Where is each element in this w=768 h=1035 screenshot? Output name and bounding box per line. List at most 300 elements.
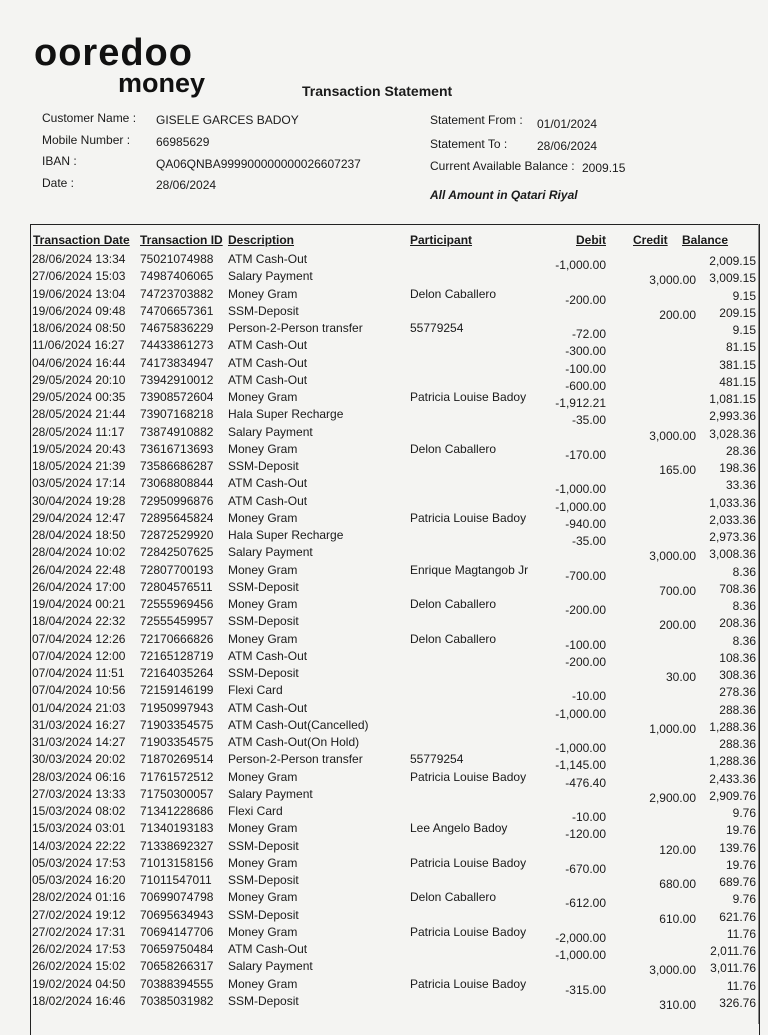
cell-description: SSM-Deposit xyxy=(228,993,299,1008)
cell-date: 27/06/2024 15:03 xyxy=(32,269,126,284)
cell-balance: 278.36 xyxy=(719,685,756,700)
cell-balance: 2,009.15 xyxy=(709,254,756,268)
cell-credit: 120.00 xyxy=(659,842,696,857)
cell-description: Money Gram xyxy=(228,924,298,939)
cell-balance: 33.36 xyxy=(725,478,756,493)
statement-to-label: Statement To : xyxy=(430,137,508,151)
cell-participant: Patricia Louise Badoy xyxy=(410,390,527,404)
cell-balance: 481.15 xyxy=(719,374,756,389)
cell-balance: 1,033.36 xyxy=(709,495,756,510)
cell-description: ATM Cash-Out(Cancelled) xyxy=(228,717,369,732)
cell-transaction-id: 72872529920 xyxy=(140,528,214,542)
cell-description: SSM-Deposit xyxy=(228,666,299,680)
cell-description: Flexi Card xyxy=(228,804,283,818)
table-row xyxy=(32,320,758,341)
cell-balance: 209.15 xyxy=(719,305,756,320)
cell-balance: 621.76 xyxy=(719,909,756,924)
scan-edge-line xyxy=(758,224,759,1024)
cell-transaction-id: 71338692327 xyxy=(140,838,214,853)
table-row xyxy=(32,700,758,721)
cell-transaction-id: 70659750484 xyxy=(140,942,214,956)
cell-date: 26/04/2024 17:00 xyxy=(32,579,126,594)
table-row xyxy=(32,958,758,978)
cell-description: Money Gram xyxy=(228,390,298,404)
cell-balance: 19.76 xyxy=(725,857,756,872)
currency-note: All Amount in Qatari Riyal xyxy=(430,188,578,202)
cell-credit: 1,000.00 xyxy=(649,721,696,736)
cell-transaction-id: 72555459957 xyxy=(140,614,214,629)
cell-participant: Delon Caballero xyxy=(410,441,497,456)
cell-participant: 55779254 xyxy=(410,752,464,767)
cell-balance: 11.76 xyxy=(726,926,756,941)
cell-description: Salary Payment xyxy=(228,424,313,439)
cell-participant: Enrique Magtangob Jr xyxy=(410,562,529,577)
cell-date: 19/04/2024 00:21 xyxy=(32,597,126,611)
table-row xyxy=(32,527,758,548)
cell-date: 28/04/2024 10:02 xyxy=(32,545,126,560)
cell-balance: 2,993.36 xyxy=(709,409,756,424)
cell-description: ATM Cash-Out(On Hold) xyxy=(228,735,360,749)
cell-debit: -612.00 xyxy=(565,896,606,911)
header-transaction-date: Transaction Date xyxy=(33,233,130,247)
cell-description: Salary Payment xyxy=(228,959,313,974)
cell-balance: 3,011.76 xyxy=(710,961,756,976)
cell-debit: -1,145.00 xyxy=(555,758,606,773)
cell-date: 18/04/2024 22:32 xyxy=(32,614,126,629)
cell-date: 18/02/2024 16:46 xyxy=(32,993,126,1008)
cell-transaction-id: 70694147706 xyxy=(140,924,214,939)
cell-date: 11/06/2024 16:27 xyxy=(32,338,125,353)
cell-transaction-id: 72895645824 xyxy=(140,510,214,525)
table-row xyxy=(32,734,758,755)
cell-debit: -1,000.00 xyxy=(555,499,606,514)
cell-transaction-id: 74675836229 xyxy=(140,321,214,335)
cell-balance: 2,433.36 xyxy=(709,771,756,786)
cell-description: ATM Cash-Out xyxy=(228,252,308,266)
cell-transaction-id: 71903354575 xyxy=(140,717,214,732)
cell-participant: 55779254 xyxy=(410,321,464,335)
cell-date: 07/04/2024 12:00 xyxy=(32,648,126,663)
statement-from-value: 01/01/2024 xyxy=(537,117,598,131)
cell-balance: 19.76 xyxy=(725,823,756,838)
cell-date: 29/04/2024 12:47 xyxy=(32,510,126,525)
cell-date: 29/05/2024 00:35 xyxy=(32,390,126,404)
cell-description: ATM Cash-Out xyxy=(228,355,308,370)
cell-date: 28/02/2024 01:16 xyxy=(32,890,126,905)
cell-description: Money Gram xyxy=(228,631,298,646)
cell-description: SSM-Deposit xyxy=(228,459,299,473)
cell-date: 15/03/2024 08:02 xyxy=(32,804,126,818)
cell-credit: 610.00 xyxy=(659,911,696,926)
cell-transaction-id: 72555969456 xyxy=(140,597,214,611)
cell-balance: 11.76 xyxy=(726,978,756,993)
date-label: Date : xyxy=(42,176,75,190)
cell-date: 28/05/2024 21:44 xyxy=(32,407,126,422)
cell-description: ATM Cash-Out xyxy=(228,338,308,353)
table-row xyxy=(32,648,758,669)
cell-transaction-id: 73942910012 xyxy=(140,372,214,387)
cell-debit: -300.00 xyxy=(565,344,606,359)
cell-transaction-id: 74987406065 xyxy=(140,269,214,284)
table-row xyxy=(32,458,758,475)
cell-credit: 30.00 xyxy=(665,670,696,684)
table-row xyxy=(32,475,758,497)
table-row xyxy=(32,872,758,889)
cell-description: SSM-Deposit xyxy=(228,873,299,887)
cell-debit: -1,000.00 xyxy=(555,482,606,497)
cell-balance: 2,909.76 xyxy=(709,788,756,803)
cell-transaction-id: 71011547011 xyxy=(140,873,212,887)
cell-balance: 2,033.36 xyxy=(709,512,756,527)
cell-debit: -200.00 xyxy=(565,654,606,669)
cell-transaction-id: 73874910882 xyxy=(140,424,214,439)
cell-debit: -1,000.00 xyxy=(555,948,606,962)
cell-description: ATM Cash-Out xyxy=(228,700,308,715)
cell-date: 04/06/2024 16:44 xyxy=(32,355,126,370)
header-transaction-id: Transaction ID xyxy=(140,233,223,247)
cell-credit: 3,000.00 xyxy=(649,963,696,978)
cell-description: SSM-Deposit xyxy=(228,907,299,922)
cell-date: 26/04/2024 22:48 xyxy=(32,562,126,577)
page-title: Transaction Statement xyxy=(302,83,453,99)
brand-wordmark: ooredoo xyxy=(34,32,193,74)
cell-debit: -600.00 xyxy=(565,378,606,393)
cell-date: 28/06/2024 13:34 xyxy=(32,252,126,266)
cell-description: ATM Cash-Out xyxy=(228,476,308,491)
cell-transaction-id: 74433861273 xyxy=(140,338,214,353)
cell-debit: -200.00 xyxy=(565,603,606,617)
cell-transaction-id: 73586686287 xyxy=(140,459,214,473)
cell-balance: 3,028.36 xyxy=(709,426,756,441)
iban-value: QA06QNBA999900000000026607237 xyxy=(156,157,361,171)
cell-debit: -10.00 xyxy=(571,689,606,704)
iban-label: IBAN : xyxy=(42,154,77,168)
cell-transaction-id: 70385031982 xyxy=(140,993,214,1008)
cell-participant: Patricia Louise Badoy xyxy=(410,976,527,991)
cell-balance: 8.36 xyxy=(732,633,756,648)
cell-balance: 9.76 xyxy=(732,892,756,907)
cell-date: 18/05/2024 21:39 xyxy=(32,459,126,473)
cell-credit: 2,900.00 xyxy=(649,790,696,805)
cell-balance: 708.36 xyxy=(719,581,756,596)
table-row xyxy=(32,924,758,945)
cell-debit: -315.00 xyxy=(565,982,606,997)
cell-transaction-id: 71870269514 xyxy=(140,752,214,767)
cell-transaction-id: 73068808844 xyxy=(140,476,214,491)
table-row xyxy=(32,562,758,583)
table-row xyxy=(32,355,758,376)
cell-debit: -670.00 xyxy=(565,861,606,876)
cell-transaction-id: 71750300057 xyxy=(140,786,214,801)
table-row xyxy=(32,889,758,911)
table-row xyxy=(32,337,758,359)
cell-participant: Patricia Louise Badoy xyxy=(410,769,527,784)
cell-debit: -120.00 xyxy=(565,827,606,842)
cell-balance: 198.36 xyxy=(719,461,756,475)
table-row xyxy=(32,976,758,997)
cell-participant: Delon Caballero xyxy=(410,286,497,301)
table-row xyxy=(32,268,758,288)
header-balance: Balance xyxy=(682,233,729,247)
table-row xyxy=(32,717,758,734)
header-debit: Debit xyxy=(576,233,606,247)
cell-credit: 680.00 xyxy=(659,877,696,891)
cell-description: Money Gram xyxy=(228,976,298,991)
table-row xyxy=(32,993,758,1010)
cell-balance: 1,288.36 xyxy=(709,754,756,769)
cell-date: 27/02/2024 19:12 xyxy=(32,907,126,922)
cell-transaction-id: 71950997943 xyxy=(140,700,214,715)
cell-date: 07/04/2024 10:56 xyxy=(32,683,126,698)
cell-date: 07/04/2024 12:26 xyxy=(32,631,126,646)
cell-credit: 165.00 xyxy=(659,463,696,477)
cell-date: 30/03/2024 20:02 xyxy=(32,752,126,767)
cell-date: 07/04/2024 11:51 xyxy=(32,666,125,680)
customer-name-label: Customer Name : xyxy=(42,111,137,125)
cell-balance: 3,009.15 xyxy=(709,271,756,286)
cell-date: 19/05/2024 20:43 xyxy=(32,441,126,456)
cell-debit: -100.00 xyxy=(565,361,606,376)
cell-date: 27/03/2024 13:33 xyxy=(32,786,126,801)
cell-transaction-id: 72165128719 xyxy=(140,648,214,663)
cell-transaction-id: 70658266317 xyxy=(140,959,214,974)
cell-date: 31/03/2024 14:27 xyxy=(32,735,126,749)
cell-date: 03/05/2024 17:14 xyxy=(32,476,126,491)
cell-transaction-id: 70695634943 xyxy=(140,907,214,922)
cell-description: Salary Payment xyxy=(228,545,313,560)
cell-balance: 108.36 xyxy=(719,650,756,665)
cell-date: 31/03/2024 16:27 xyxy=(32,717,126,732)
cell-debit: -940.00 xyxy=(565,516,606,531)
cell-date: 05/03/2024 16:20 xyxy=(32,873,126,887)
cell-credit: 3,000.00 xyxy=(649,273,696,288)
cell-date: 27/02/2024 17:31 xyxy=(32,924,126,939)
table-row xyxy=(32,544,758,564)
cell-description: Money Gram xyxy=(228,597,298,611)
balance-label: Current Available Balance : xyxy=(430,159,575,173)
cell-debit: -10.00 xyxy=(571,810,606,824)
cell-transaction-id: 72170666826 xyxy=(140,631,214,646)
cell-transaction-id: 71341228686 xyxy=(140,804,214,818)
cell-balance: 2,973.36 xyxy=(709,530,756,544)
cell-description: SSM-Deposit xyxy=(228,838,299,853)
table-row xyxy=(32,596,758,617)
cell-balance: 208.36 xyxy=(719,616,756,631)
table-row xyxy=(32,786,758,803)
cell-description: Money Gram xyxy=(228,286,298,301)
cell-debit: -35.00 xyxy=(571,413,606,428)
cell-debit: -1,000.00 xyxy=(555,706,606,721)
cell-date: 28/03/2024 06:16 xyxy=(32,769,126,784)
cell-description: SSM-Deposit xyxy=(228,579,299,594)
cell-debit: -700.00 xyxy=(565,568,606,583)
cell-description: Money Gram xyxy=(228,510,298,525)
cell-participant: Delon Caballero xyxy=(410,631,497,646)
customer-name-value: GISELE GARCES BADOY xyxy=(156,113,299,127)
cell-date: 26/02/2024 15:02 xyxy=(32,959,126,974)
cell-date: 28/04/2024 18:50 xyxy=(32,528,126,542)
cell-transaction-id: 72807700193 xyxy=(140,562,214,577)
table-row xyxy=(32,665,758,682)
cell-balance: 139.76 xyxy=(719,840,756,855)
cell-debit: -100.00 xyxy=(565,637,606,652)
product-wordmark: money xyxy=(118,68,206,98)
cell-transaction-id: 71013158156 xyxy=(140,855,214,870)
table-row xyxy=(32,579,758,596)
cell-transaction-id: 71340193183 xyxy=(140,821,214,836)
table-row xyxy=(32,510,758,531)
cell-transaction-id: 73616713693 xyxy=(140,441,214,456)
table-row xyxy=(32,769,758,790)
cell-description: Money Gram xyxy=(228,769,298,784)
cell-transaction-id: 75021074988 xyxy=(140,252,214,266)
cell-balance: 288.36 xyxy=(719,702,756,717)
cell-description: Money Gram xyxy=(228,890,298,905)
mobile-label: Mobile Number : xyxy=(42,133,131,147)
table-row xyxy=(32,803,758,824)
cell-date: 18/06/2024 08:50 xyxy=(32,321,126,335)
table-row xyxy=(32,682,758,704)
table-row xyxy=(32,424,758,441)
cell-participant: Delon Caballero xyxy=(410,890,497,905)
table-row xyxy=(32,907,758,924)
cell-description: ATM Cash-Out xyxy=(228,372,308,387)
cell-date: 01/04/2024 21:03 xyxy=(32,700,126,715)
cell-transaction-id: 74706657361 xyxy=(140,303,214,318)
cell-description: Person-2-Person transfer xyxy=(228,752,363,767)
cell-balance: 8.36 xyxy=(732,599,756,613)
cell-credit: 200.00 xyxy=(659,307,696,322)
cell-description: Money Gram xyxy=(228,855,298,870)
cell-debit: -170.00 xyxy=(565,447,606,462)
table-row xyxy=(32,406,758,428)
cell-date: 15/03/2024 03:01 xyxy=(32,821,126,836)
cell-transaction-id: 72950996876 xyxy=(140,493,214,508)
cell-transaction-id: 71903354575 xyxy=(140,735,214,749)
cell-credit: 700.00 xyxy=(659,583,696,598)
cell-transaction-id: 74173834947 xyxy=(140,355,214,370)
table-row xyxy=(32,251,758,272)
cell-balance: 308.36 xyxy=(719,668,756,682)
table-row xyxy=(32,286,758,307)
cell-balance: 326.76 xyxy=(719,995,756,1010)
cell-description: Flexi Card xyxy=(228,683,283,698)
cell-date: 19/06/2024 13:04 xyxy=(32,286,126,301)
cell-transaction-id: 73908572604 xyxy=(140,390,214,404)
table-row xyxy=(32,493,758,514)
cell-description: Money Gram xyxy=(228,441,298,456)
cell-description: ATM Cash-Out xyxy=(228,648,308,663)
balance-value: 2009.15 xyxy=(582,161,626,175)
cell-transaction-id: 70699074798 xyxy=(140,890,214,905)
cell-participant: Patricia Louise Badoy xyxy=(410,510,527,525)
cell-description: ATM Cash-Out xyxy=(228,493,308,508)
cell-balance: 28.36 xyxy=(725,443,756,458)
cell-credit: 310.00 xyxy=(659,997,696,1012)
cell-balance: 9.15 xyxy=(732,323,756,337)
cell-date: 28/05/2024 11:17 xyxy=(32,424,125,439)
cell-participant: Patricia Louise Badoy xyxy=(410,924,527,939)
cell-description: Hala Super Recharge xyxy=(228,528,344,542)
cell-transaction-id: 73907168218 xyxy=(140,407,214,422)
cell-debit: -72.00 xyxy=(571,327,606,341)
header-participant: Participant xyxy=(410,233,473,247)
cell-participant: Patricia Louise Badoy xyxy=(410,855,527,870)
table-row xyxy=(32,820,758,842)
cell-description: Salary Payment xyxy=(228,786,313,801)
date-value: 28/06/2024 xyxy=(156,178,217,192)
header-credit: Credit xyxy=(633,233,668,247)
cell-transaction-id: 72842507625 xyxy=(140,545,214,560)
cell-description: SSM-Deposit xyxy=(228,614,299,629)
table-row xyxy=(32,941,758,962)
cell-debit: -1,912.21 xyxy=(555,396,606,410)
cell-date: 30/04/2024 19:28 xyxy=(32,493,126,508)
cell-balance: 8.36 xyxy=(732,564,756,579)
cell-participant: Lee Angelo Badoy xyxy=(410,821,508,836)
cell-date: 19/06/2024 09:48 xyxy=(32,303,126,318)
cell-debit: -1,000.00 xyxy=(555,741,606,755)
cell-balance: 381.15 xyxy=(719,357,756,372)
table-row xyxy=(32,389,758,410)
cell-transaction-id: 71761572512 xyxy=(140,769,214,784)
cell-debit: -35.00 xyxy=(571,534,606,548)
mobile-value: 66985629 xyxy=(156,135,210,149)
cell-date: 19/02/2024 04:50 xyxy=(32,976,126,991)
statement-to-value: 28/06/2024 xyxy=(537,139,598,153)
cell-balance: 3,008.36 xyxy=(709,547,756,562)
table-row xyxy=(32,303,758,320)
cell-balance: 2,011.76 xyxy=(710,944,756,958)
cell-description: Salary Payment xyxy=(228,269,313,284)
table-row xyxy=(32,631,758,652)
cell-balance: 9.76 xyxy=(732,806,756,820)
cell-debit: -1,000.00 xyxy=(555,258,606,272)
cell-credit: 3,000.00 xyxy=(649,428,696,443)
cell-date: 14/03/2024 22:22 xyxy=(32,838,126,853)
cell-credit: 200.00 xyxy=(659,618,696,633)
cell-description: Person-2-Person transfer xyxy=(228,321,363,335)
cell-balance: 9.15 xyxy=(732,288,756,303)
cell-date: 26/02/2024 17:53 xyxy=(32,942,126,956)
cell-transaction-id: 72159146199 xyxy=(140,683,214,698)
table-row xyxy=(32,613,758,633)
cell-description: Money Gram xyxy=(228,821,298,836)
statement-from-label: Statement From : xyxy=(430,113,523,127)
cell-description: ATM Cash-Out xyxy=(228,942,308,956)
table-row xyxy=(32,751,758,773)
cell-debit: -476.40 xyxy=(565,775,606,790)
cell-balance: 1,081.15 xyxy=(709,392,756,406)
cell-description: SSM-Deposit xyxy=(228,303,299,318)
cell-credit: 3,000.00 xyxy=(649,549,696,564)
cell-debit: -200.00 xyxy=(565,292,606,307)
cell-transaction-id: 72804576511 xyxy=(140,579,213,594)
cell-transaction-id: 70388394555 xyxy=(140,976,214,991)
table-row xyxy=(32,441,758,462)
header-description: Description xyxy=(228,233,295,247)
cell-transaction-id: 72164035264 xyxy=(140,666,214,680)
cell-description: Money Gram xyxy=(228,562,298,577)
cell-balance: 81.15 xyxy=(725,340,756,355)
cell-description: Hala Super Recharge xyxy=(228,407,344,422)
table-row xyxy=(32,372,758,393)
cell-balance: 288.36 xyxy=(719,737,756,751)
cell-transaction-id: 74723703882 xyxy=(140,286,214,301)
table-row xyxy=(32,838,758,855)
cell-participant: Delon Caballero xyxy=(410,597,497,611)
cell-balance: 1,288.36 xyxy=(709,719,756,734)
